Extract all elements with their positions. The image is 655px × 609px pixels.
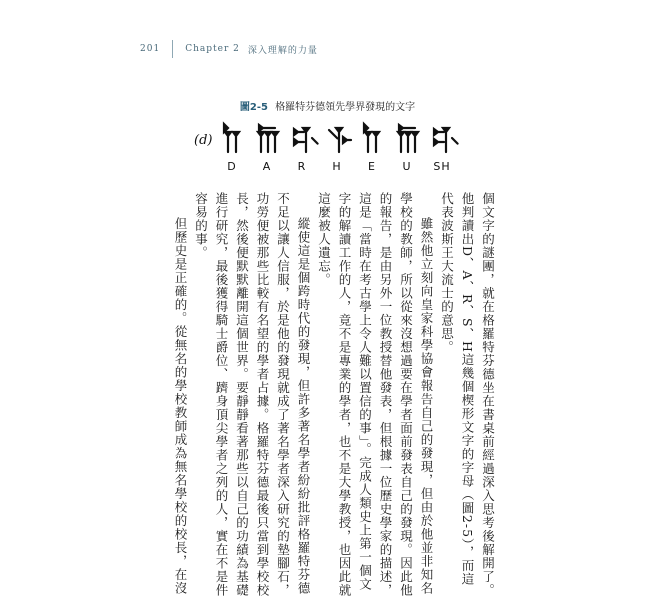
transliteration-letters (227, 160, 450, 173)
cuneiform-glyphs (224, 124, 458, 152)
transliteration-letter: H (332, 160, 342, 173)
text-column: 縱使這是個跨時代的發現，但許多著名學者紛紛批評格羅特芬德 (296, 217, 311, 595)
chapter-label: Chapter 2 (185, 44, 240, 54)
cuneiform-glyph (398, 125, 418, 152)
transliteration-letter: A (262, 160, 272, 173)
cuneiform-glyph (294, 128, 318, 152)
body-text (160, 192, 500, 597)
chapter-title: 深入理解的力量 (247, 45, 318, 56)
text-column: 的報告，是由另外一位教授替他發表，但根據一位歷史學家的描述， (378, 192, 393, 597)
header-divider (172, 40, 173, 58)
page-number: 201 (140, 44, 161, 54)
text-column: 但歷史是正確的。從無名的學校教師成為無名學校的校長，在沒 (173, 217, 188, 595)
transliteration-letter: U (402, 160, 412, 173)
text-column: 雖然他立刻向皇家科學協會報告自己的發現，但由於他並非知名 (419, 217, 434, 595)
running-header (140, 38, 318, 60)
transliteration-letter: SH (433, 160, 451, 173)
text-column: 這麼被人遺忘。 (316, 192, 332, 287)
text-column: 功勞便被那些比較有名望的學者占據。格羅特芬德最後只當到學校校 (255, 192, 270, 597)
figure-label: 圖2-5 (239, 102, 268, 113)
text-column: 容易的事。 (193, 192, 209, 260)
text-column: 個文字的謎團，就在格羅特芬德坐在書桌前經過深入思考後解開了。 (480, 192, 496, 597)
cuneiform-glyph (364, 124, 379, 152)
transliteration-letter: D (227, 160, 237, 173)
text-column: 他判讀出D、A、R、S、H這幾個楔形文字的字母（圖2-5），而這 (460, 192, 475, 586)
text-column: 不足以讓人信服，於是他的發現就成了著名學者深入研究的墊腳石， (275, 192, 291, 597)
cuneiform-glyph (224, 124, 239, 152)
cuneiform-figure (190, 118, 470, 188)
cuneiform-glyph (434, 128, 458, 152)
transliteration-letter: R (297, 160, 307, 173)
figure-marker: (d) (194, 133, 213, 148)
text-column: 字的解讀工作的人，竟不是專業的學者，也不是大學教授，也因此就 (337, 192, 352, 597)
transliteration-letter: E (368, 160, 376, 173)
text-column: 這是「當時在考古學上令人難以置信的事」。完成人類史上第一個文 (357, 192, 373, 591)
figure-caption-text: 格羅特芬德領先學界發現的文字 (275, 102, 416, 113)
text-column: 代表波斯王大流士的意思。 (439, 192, 455, 354)
figure-caption (0, 98, 655, 113)
text-column: 長，然後便默默離開這個世界。要靜靜看著那些以自己的功績為基礎 (234, 192, 250, 597)
text-column: 進行研究，最後獲得騎士爵位、躋身頂尖學者之列的人，實在不是件 (214, 192, 229, 597)
cuneiform-glyph (258, 125, 278, 152)
text-column: 學校的教師，所以從來沒想過要在學者面前發表自己的發現。因此他 (398, 192, 414, 597)
cuneiform-glyph (329, 128, 351, 152)
